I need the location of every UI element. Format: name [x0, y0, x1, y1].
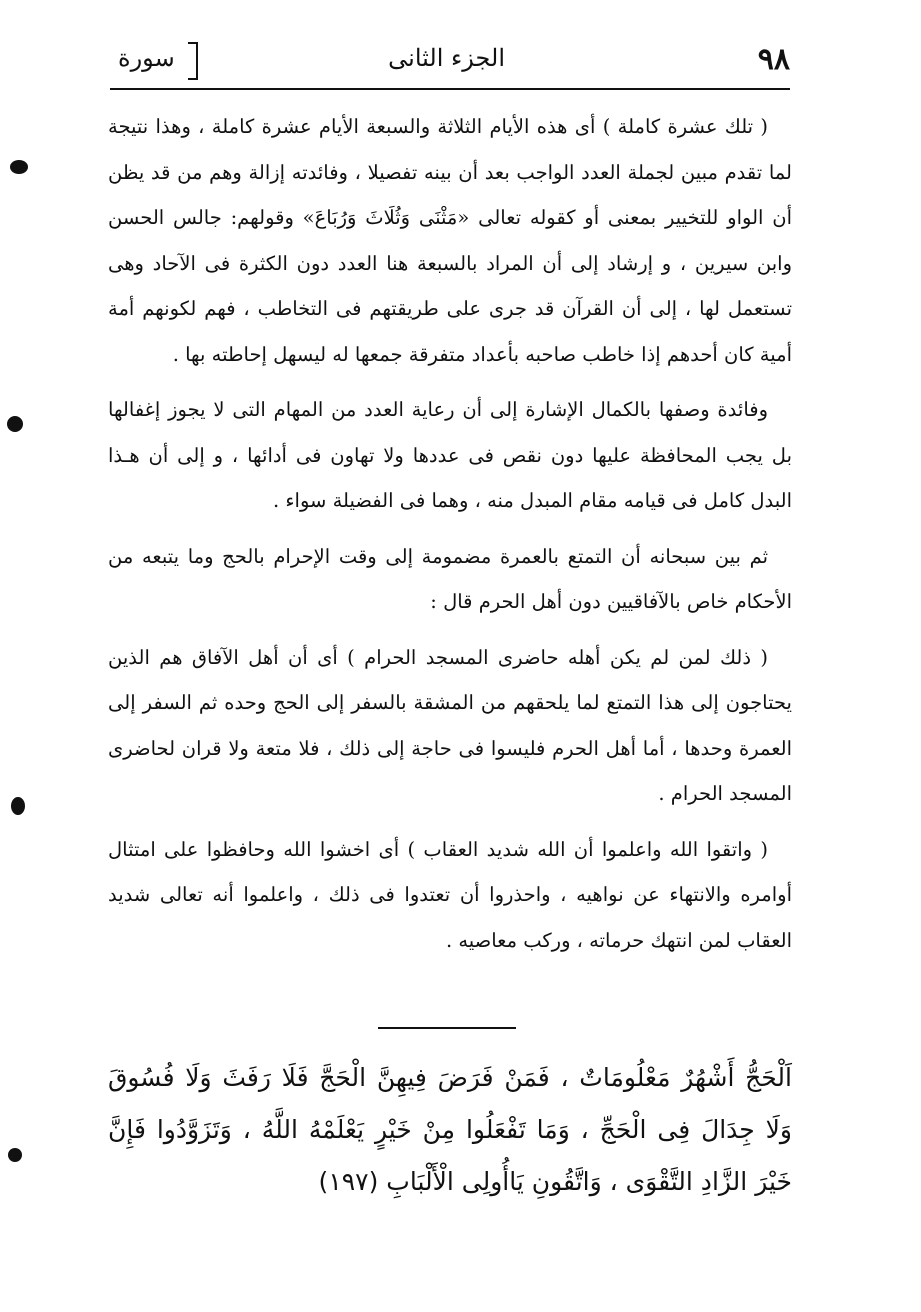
page-number: ٩٨: [757, 42, 790, 77]
header-rule: [110, 88, 790, 90]
binding-hole-mark: [10, 160, 28, 174]
commentary-text: [108, 104, 792, 973]
page-header: [110, 36, 790, 86]
part-title: الجزء الثانى: [388, 44, 505, 72]
paragraph: وفائدة وصفها بالكمال الإشارة إلى أن رعاية العدد من المهام التى لا يجوز إغفالها بل يجب المحافظة عليها دون نقص فى عددها ولا تهاون فى أدائها ، و إلى أن هـذا البدل كامل فى قيامه مقام المبدل منه ، وهما فى الفضيلة سواء .: [108, 398, 792, 512]
binding-hole-mark: [7, 416, 23, 432]
surah-label: سورة: [118, 44, 175, 72]
paragraph: ( تلك عشرة كاملة ) أى هذه الأيام الثلاثة والسبعة الأيام عشرة كاملة ، وهذا نتيجة لما تقدم مبين لجملة العدد الواجب بعد أن بينه تفصيلا ، وفائدته إزالة وهم من قد يظن أن الواو للتخيير بمعنى أو كقوله تعالى «مَثْنَى وَثُلَاثَ وَرُبَاعَ» وقولهم: جالس الحسن وابن سيرين ، و إرشاد إلى أن المراد بالسبعة هنا العدد دون الكثرة فى الآحاد وهى تستعمل لها ، إلى أن القرآن قد جرى على طريقتهم فى التخاطب ، فهم لكونهم أمة أمية كان أحدهم إذا خاطب صاحبه بأعداد متفرقة جمعها له ليسهل إحاطته بها .: [108, 115, 792, 366]
binding-hole-mark: [8, 1148, 22, 1162]
paragraph: ثم بين سبحانه أن التمتع بالعمرة مضمومة إلى وقت الإحرام بالحج وما يتبعه من الأحكام خاص بالآفاقيين دون أهل الحرم قال :: [108, 544, 792, 613]
section-divider: [378, 1027, 516, 1029]
paragraph: ( واتقوا الله واعلموا أن الله شديد العقاب ) أى اخشوا الله وحافظوا على امتثال أوامره والانتهاء عن نواهيه ، واحذروا أن تعتدوا فى ذلك ، واعلموا أنه تعالى شديد العقاب لمن انتهك حرماته ، وركب معاصيه .: [108, 837, 792, 952]
quran-verse: اَلْحَجُّ أَشْهُرٌ مَعْلُومَاتٌ ، فَمَنْ فَرَضَ فِيهِنَّ الْحَجَّ فَلَا رَفَثَ وَلَا فُسُوقَ وَلَا جِدَالَ فِى الْحَجِّ ، وَمَا تَفْعَلُوا مِنْ خَيْرٍ يَعْلَمْهُ اللَّهُ ، وَتَزَوَّدُوا فَإِنَّ خَيْرَ الزَّادِ التَّقْوَى ، وَاتَّقُونِ يَاأُولِى الْأَلْبَابِ (١٩٧): [108, 1063, 792, 1196]
header-bracket: [188, 42, 198, 80]
binding-hole-mark: [11, 797, 25, 815]
paragraph: ( ذلك لمن لم يكن أهله حاضرى المسجد الحرام ) أى أن أهل الآفاق هم الذين يحتاجون إلى هذا التمتع لما يلحقهم من المشقة بالسفر إلى الحج وحده ثم السفر إلى العمرة وحدها ، أما أهل الحرم فليسوا فى حاجة إلى ذلك ، فلا متعة ولا قران لحاضرى المسجد الحرام .: [108, 645, 792, 805]
